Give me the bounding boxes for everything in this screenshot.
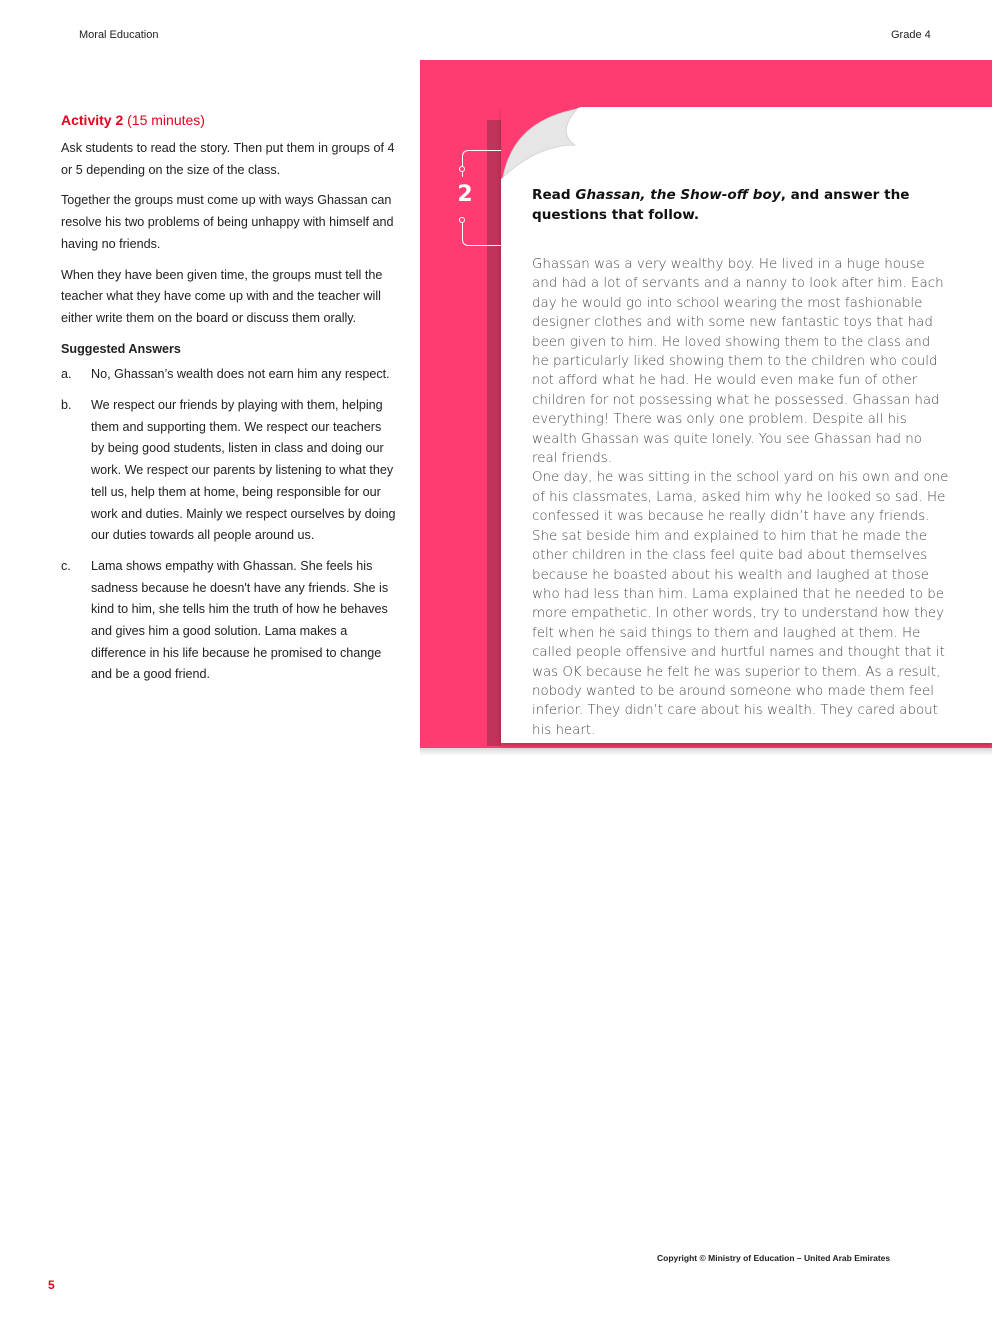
answer-text: No, Ghassan’s wealth does not earn him any respect.	[91, 367, 390, 382]
activity-title	[61, 110, 396, 130]
story-instruction	[532, 185, 950, 225]
answer-item	[61, 364, 396, 386]
panel-shadow	[420, 748, 992, 756]
activity-number: 2	[457, 182, 473, 207]
page-edge-strip	[487, 120, 501, 746]
story-paragraph: One day, he was sitting in the school yard on his own and one of his classmates, Lama, asked him why he looked so sad. He confessed it was because he really didn’t have any friends. She sat beside him and explained to him that he made the other children in the class feel quite bad about themselves because he boasted about his wealth and laughed at those who had less than him. Lama explained that he needed to be more empathetic. In other words, try to understand how they felt when he said things to them and laughed at them. He called people offensive and hurtful names and thought that it was OK because he felt he was superior to them. As a result, nobody wanted to be around someone who made them feel inferior. They didn’t care about his wealth. They cared about his heart.	[532, 470, 949, 738]
activity-duration: (15 minutes)	[127, 112, 205, 128]
activity-paragraph: Ask students to read the story. Then put them in groups of 4 or 5 depending on the size of the class.	[61, 141, 395, 177]
bracket-dot	[459, 166, 465, 172]
activity-paragraph: When they have been given time, the groups must tell the teacher what they have come up with and the teacher will either write them on the board or discuss them orally.	[61, 267, 383, 325]
instruction-prefix: Read	[532, 187, 576, 203]
instruction-suffix: , and answer the questions that follow.	[532, 187, 910, 223]
answer-text: We respect our friends by playing with them, helping them and supporting them. We respect our teachers by being good students, listen in class and doing our work. We respect our parents by listening to what they tell us, help them at home, being responsible for our work and duties. Mainly we respect ourselves by doing our duties towards all people around us.	[91, 398, 396, 543]
suggested-answers-heading: Suggested Answers	[61, 341, 181, 356]
page-curl-icon	[501, 107, 581, 179]
story-paragraph: Ghassan was a very wealthy boy. He lived in a huge house and had a lot of servants and a nanny to look after him. Each day he would go into school wearing the most fashionable designer clothes and with some new fantastic toys that had been given to him. He loved showing them to the class and he particularly liked showing them to the children who could not afford what he had. He would even make fun of other children for not possessing what he possessed. Ghassan had everything! There was only one problem. Despite all his wealth Ghassan was quite lonely. You see Ghassan had no real friends.	[532, 257, 944, 467]
answer-marker: b.	[61, 398, 72, 413]
answer-marker: c.	[61, 558, 71, 573]
answer-marker: a.	[61, 367, 72, 382]
grade-header: Grade 4	[891, 29, 931, 41]
activity-name: Activity 2	[61, 112, 124, 128]
page-number: 5	[48, 1278, 55, 1292]
answer-text: Lama shows empathy with Ghassan. She feels his sadness because he doesn't have any friends. She is kind to him, she tells him the truth of how he behaves and gives him a good solution. Lama makes a difference in his life because he promised to change and be a good friend.	[91, 558, 389, 682]
activity-section	[61, 110, 396, 695]
answer-item	[61, 395, 396, 547]
copyright-notice: Copyright © Ministry of Education – United Arab Emirates	[657, 1253, 891, 1263]
story-title: Ghassan, the Show-off boy	[575, 187, 781, 203]
subject-header: Moral Education	[79, 29, 159, 41]
bracket-bottom	[462, 220, 501, 246]
activity-paragraph: Together the groups must come up with ways Ghassan can resolve his two problems of being unhappy with himself and having no friends.	[61, 193, 394, 251]
bracket-top	[462, 150, 501, 177]
bracket-dot	[459, 217, 465, 223]
story-text-block	[532, 185, 950, 740]
answer-item	[61, 556, 396, 686]
